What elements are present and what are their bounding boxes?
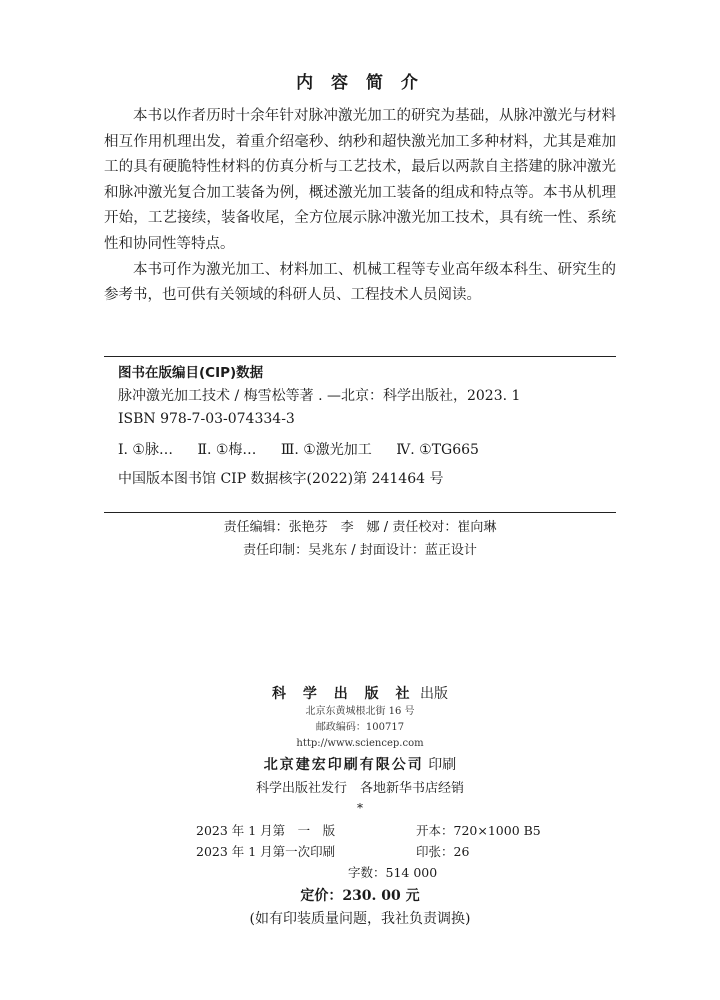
- summary-paragraph-1: 本书以作者历时十余年针对脉冲激光加工的研究为基础，从脉冲激光与材料相互作用机理出发，着重介绍毫秒、纳秒和超快激光加工多种材料，尤其是难加工的具有硬脆特性材料的仿真分析与工艺技术，最后以两款自主搭建的脉冲激光和脉冲激光复合加工装备为例，概述激光加工装备的组成和特点等。本书从机理开始，工艺接续，装备收尾，全方位展示脉冲激光加工技术，具有统一性、系统性和协同性等特点。: [104, 108, 616, 252]
- publisher-block: [0, 684, 720, 816]
- price: 定价：230. 00 元: [300, 888, 420, 904]
- cip-classification: [118, 439, 618, 462]
- publisher-suffix: 出版: [419, 686, 448, 702]
- staff-line-2: 责任印制：吴兆东 / 封面设计：蓝正设计: [243, 543, 477, 558]
- cip-isbn: ISBN 978-7-03-074334-3: [118, 411, 295, 427]
- printer-suffix: 印刷: [428, 757, 457, 773]
- cip-class-3: Ⅲ. ①激光加工: [280, 442, 372, 458]
- print-specs: [196, 820, 541, 883]
- cip-class-2: Ⅱ. ①梅…: [197, 442, 257, 458]
- publisher-postcode: 邮政编码：100717: [315, 722, 405, 733]
- quality-notice: (如有印装质量问题，我社负责调换): [249, 911, 471, 927]
- summary-title: 内 容 简 介: [296, 73, 424, 93]
- publisher-address: 北京东黄城根北街 16 号: [305, 706, 415, 717]
- cip-top-rule: [104, 356, 616, 357]
- cip-record: 脉冲激光加工技术 / 梅雪松等著 . —北京：科学出版社，2023. 1: [118, 388, 521, 404]
- separator-star: *: [357, 801, 363, 815]
- edition-text: 2023 年 1 月第 一 版: [196, 823, 336, 838]
- staff-line-1: 责任编辑：张艳芬 李 娜 / 责任校对：崔向琳: [223, 520, 497, 535]
- printing-text: 2023 年 1 月第一次印刷: [196, 844, 336, 859]
- staff-credits: [104, 516, 616, 562]
- specs-row-printing: [196, 841, 536, 862]
- distribution-line: 科学出版社发行 各地新华书店经销: [255, 781, 464, 796]
- cip-class-4: Ⅳ. ①TG665: [396, 442, 479, 458]
- publisher-line: [0, 684, 720, 704]
- publisher-name: 科 学 出 版 社: [272, 686, 416, 702]
- printer-name: 北京建宏印刷有限公司: [263, 757, 424, 773]
- format-text: 开本：720×1000 B5: [416, 823, 541, 838]
- publisher-url: http://www.sciencep.com: [296, 738, 424, 749]
- words-text: 字数：514 000: [348, 865, 438, 880]
- sheets-text: 印张：26: [416, 844, 470, 859]
- cip-bottom-rule: [104, 512, 616, 513]
- summary-body: [104, 104, 616, 309]
- specs-row-edition: [196, 820, 541, 841]
- cip-check-number: 中国版本图书馆 CIP 数据核字(2022)第 241464 号: [118, 471, 444, 487]
- cip-block: [118, 362, 618, 491]
- printer-line: [0, 754, 720, 776]
- summary-paragraph-2: 本书可作为激光加工、材料加工、机械工程等专业高年级本科生、研究生的参考书，也可供有关领域的科研人员、工程技术人员阅读。: [104, 261, 616, 304]
- cip-heading: 图书在版编目(CIP)数据: [118, 365, 264, 381]
- cip-class-1: Ⅰ. ①脉…: [118, 442, 173, 458]
